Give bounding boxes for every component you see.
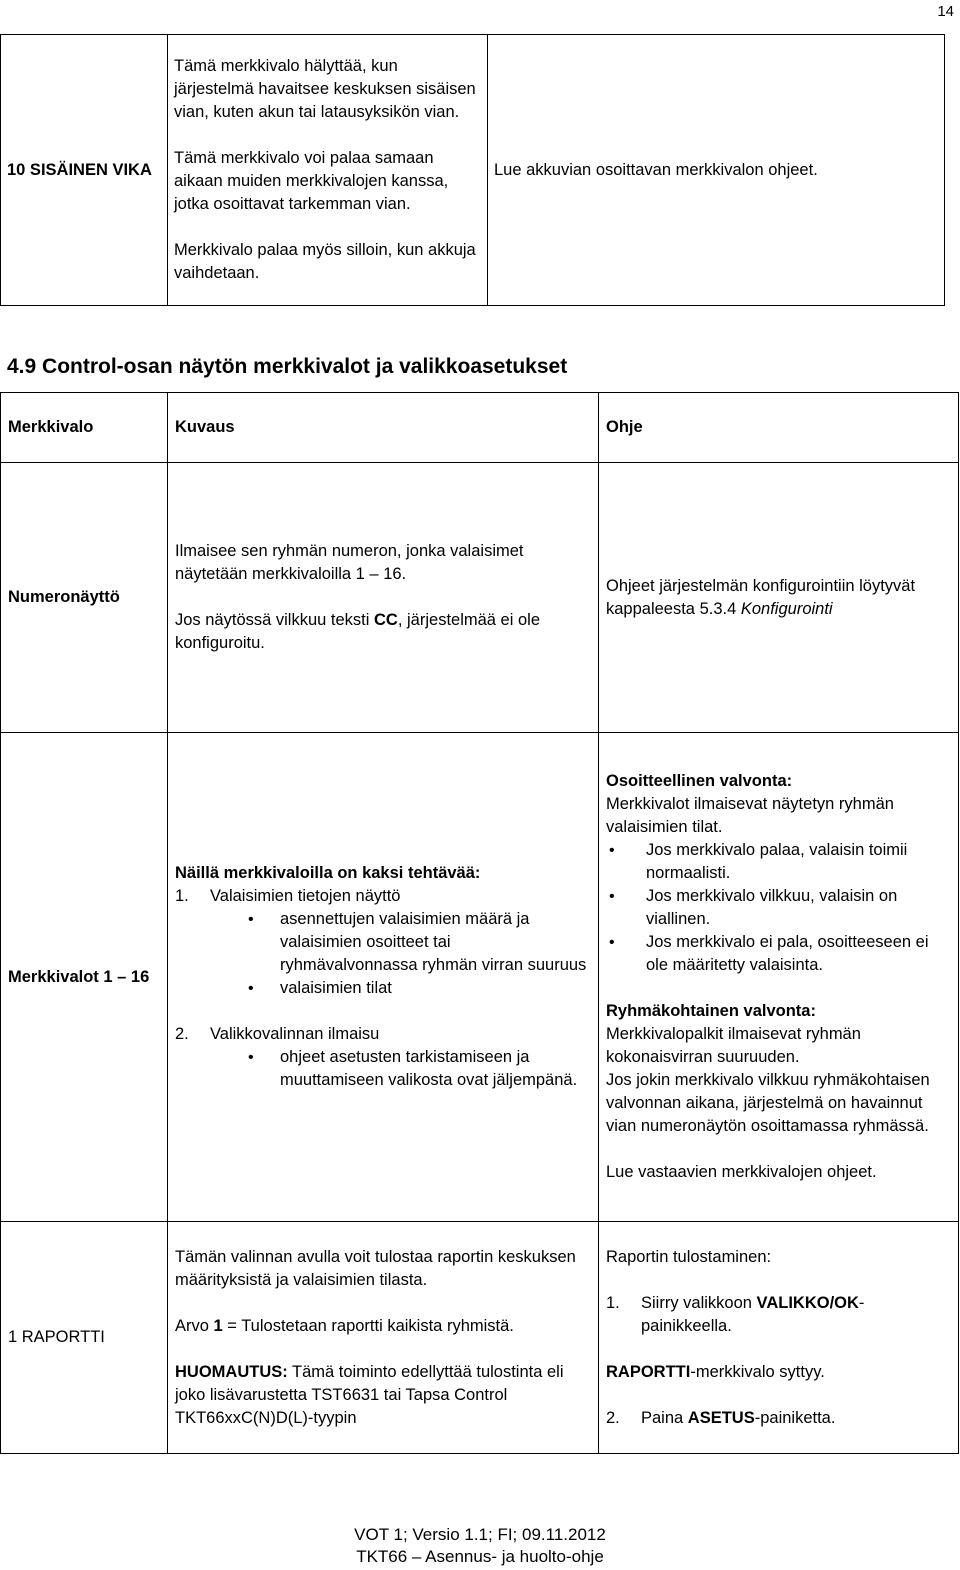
help-paragraph: Merkkivalot ilmaisevat näytetyn ryhmän valaisimien tilat.	[606, 795, 894, 836]
table-row	[1, 463, 959, 733]
column-header: Kuvaus	[168, 393, 599, 463]
section-heading: 4.9 Control-osan näytön merkkivalot ja valikkoasetukset	[7, 355, 568, 378]
desc-paragraph: Tämän valinnan avulla voit tulostaa raportin keskuksen määrityksistä ja valaisimien tilasta.	[175, 1247, 576, 1289]
table-row	[1, 1222, 959, 1454]
indicator-help	[599, 733, 959, 1222]
footer-title: TKT66 – Asennus- ja huolto-ohje	[356, 1547, 604, 1566]
help-paragraph: Ohjeet järjestelmän konfigurointiin löytyvät kappaleesta 5.3.4 Konfigurointi	[606, 576, 916, 618]
indicator-table	[0, 392, 959, 1454]
fault-table	[0, 34, 945, 306]
column-header: Ohje	[599, 393, 959, 463]
help-paragraph: Merkkivalopalkit ilmaisevat ryhmän kokonaisvirran suuruuden.	[606, 1025, 861, 1066]
desc-paragraph: Tämä merkkivalo voi palaa samaan aikaan muiden merkkivalojen kanssa, jotka osoittavat tarkemman vian.	[174, 149, 449, 213]
desc-paragraph: Tämä merkkivalo hälyttää, kun järjestelmä havaitsee keskuksen sisäisen vian, kuten akun tai latausyksikön vian.	[174, 57, 476, 121]
list-item: • ohjeet asetusten tarkistamiseen ja muuttamiseen valikosta ovat jäljempänä.	[245, 1046, 591, 1092]
indicator-description	[168, 733, 599, 1222]
numbered-item: 1. Valaisimien tietojen näyttö	[175, 887, 401, 905]
indicator-description	[168, 1222, 599, 1454]
bullet-list	[245, 908, 591, 1000]
numbered-item: 2. Valikkovalinnan ilmaisu	[175, 1025, 380, 1043]
note-paragraph: HUOMAUTUS: Tämä toiminto edellyttää tulostinta eli joko lisävarustetta TST6631 tai Tapsa Control TKT66xxC(N)D(L)-tyypin	[175, 1362, 564, 1427]
table-row	[1, 733, 959, 1222]
column-header: Merkkivalo	[1, 393, 168, 463]
table-header-row	[1, 393, 959, 463]
list-item: • Jos merkkivalo vilkkuu, valaisin on viallinen.	[606, 885, 951, 931]
indicator-help	[599, 1222, 959, 1454]
page-number: 14	[937, 3, 954, 20]
indicator-name: Merkkivalot 1 – 16	[1, 733, 168, 1222]
list-item: • Jos merkkivalo ei pala, osoitteeseen ei ole määritetty valaisinta.	[606, 931, 951, 977]
help-paragraph: RAPORTTI-merkkivalo syttyy.	[606, 1362, 825, 1381]
bullet-list	[245, 1046, 591, 1092]
indicator-name: 1 RAPORTTI	[1, 1222, 168, 1454]
numbered-item: 1. Siirry valikkoon VALIKKO/OK-painikkeella.	[606, 1293, 865, 1335]
desc-paragraph: Merkkivalo palaa myös silloin, kun akkuja vaihdetaan.	[174, 241, 476, 282]
indicator-description	[168, 463, 599, 733]
help-paragraph: Jos jokin merkkivalo vilkkuu ryhmäkohtaisen valvonnan aikana, järjestelmä on havainnut vian numeronäytön osoittamassa ryhmässä.	[606, 1071, 930, 1135]
desc-paragraph: Arvo 1 = Tulostetaan raportti kaikista ryhmistä.	[175, 1316, 514, 1335]
help-heading: Osoitteellinen valvonta:	[606, 772, 793, 790]
indicator-instruction: Lue akkuvian osoittavan merkkivalon ohjeet.	[488, 35, 945, 306]
bullet-list	[606, 839, 951, 977]
desc-paragraph: Jos näytössä vilkkuu teksti CC, järjestelmää ei ole konfiguroitu.	[175, 611, 540, 652]
table-row	[1, 35, 945, 306]
numbered-item: 2. Paina ASETUS-painiketta.	[606, 1408, 836, 1427]
footer-version: VOT 1; Versio 1.1; FI; 09.11.2012	[354, 1525, 606, 1544]
list-item: • Jos merkkivalo palaa, valaisin toimii normaalisti.	[606, 839, 951, 885]
indicator-code: 10 SISÄINEN VIKA	[1, 35, 168, 306]
indicator-description	[168, 35, 488, 306]
desc-paragraph: Ilmaisee sen ryhmän numeron, jonka valaisimet näytetään merkkivaloilla 1 – 16.	[175, 542, 524, 583]
help-heading: Ryhmäkohtainen valvonta:	[606, 1002, 816, 1020]
help-paragraph: Lue vastaavien merkkivalojen ohjeet.	[606, 1163, 877, 1181]
help-heading: Raportin tulostaminen:	[606, 1247, 772, 1266]
indicator-help	[599, 463, 959, 733]
list-item: • valaisimien tilat	[245, 977, 591, 1000]
desc-lead: Näillä merkkivaloilla on kaksi tehtävää:	[175, 864, 481, 882]
list-item: • asennettujen valaisimien määrä ja valaisimien osoitteet tai ryhmävalvonnassa ryhmän virran suuruus	[245, 908, 591, 977]
indicator-name: Numeronäyttö	[1, 463, 168, 733]
